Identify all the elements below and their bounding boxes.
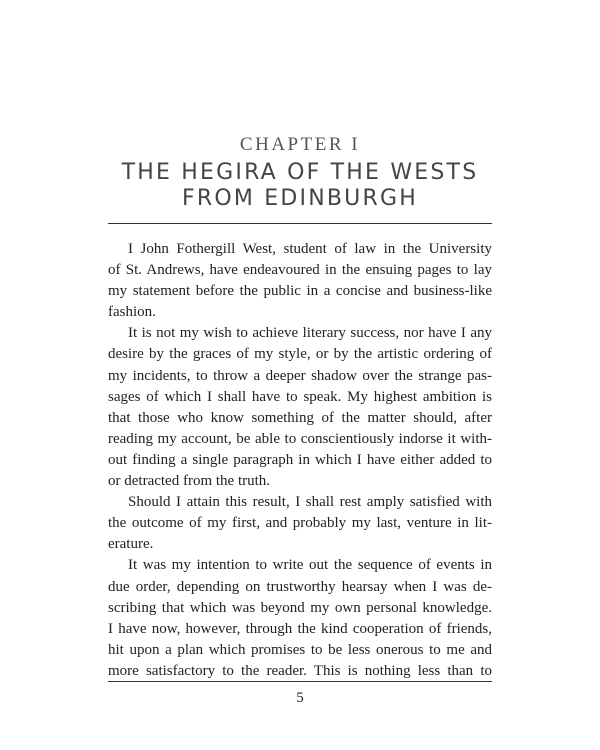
text-line: Should I attain this result, I shall rest amply satisfied with <box>128 494 492 511</box>
text-line: out finding a single paragraph in which I have either added to <box>108 451 492 468</box>
text-line: my incidents, to throw a deeper shadow over the strange pas- <box>108 367 492 384</box>
text-line: erature. <box>108 536 154 553</box>
text-line: I have now, however, through the kind cooperation of friends, <box>108 620 492 637</box>
page-number: 5 <box>296 690 304 706</box>
text-line: that those who know something of the matter should, after <box>108 409 492 426</box>
chapter-label: CHAPTER I <box>239 134 361 155</box>
text-line: It was my intention to write out the sequence of events in <box>128 557 492 574</box>
chapter-title-line-2: FROM EDINBURGH <box>182 186 418 211</box>
body-text <box>108 239 492 682</box>
text-line: or detracted from the truth. <box>108 473 271 490</box>
text-line: desire by the graces of my style, or by the artistic ordering of <box>108 346 492 363</box>
text-line: It is not my wish to achieve literary success, nor have I any <box>128 325 492 342</box>
text-line: due order, depending on trustworthy hearsay when I was de- <box>108 578 492 595</box>
text-line: the outcome of my first, and probably my last, venture in lit- <box>108 515 492 532</box>
text-line: of St. Andrews, have endeavoured in the ensuing pages to lay <box>108 262 492 279</box>
text-line: sages of which I shall have to speak. My highest ambition is <box>108 388 492 405</box>
bottom-rule <box>108 681 492 682</box>
top-rule <box>108 223 492 224</box>
text-line: I John Fothergill West, student of law in the University <box>128 241 492 257</box>
text-line: reading my account, be able to conscientiously indorse it with- <box>108 430 492 447</box>
text-line: fashion. <box>108 304 156 321</box>
text-line: hit upon a plan which promises to be less onerous to me and <box>108 641 492 658</box>
text-line: more satisfactory to the reader. This is nothing less than to <box>108 662 492 679</box>
chapter-title <box>0 160 600 212</box>
text-line: scribing that which was beyond my own personal knowledge. <box>108 599 492 616</box>
chapter-title-line-1: THE HEGIRA OF THE WESTS <box>121 160 479 185</box>
text-line: my statement before the public in a concise and business-like <box>108 283 492 300</box>
